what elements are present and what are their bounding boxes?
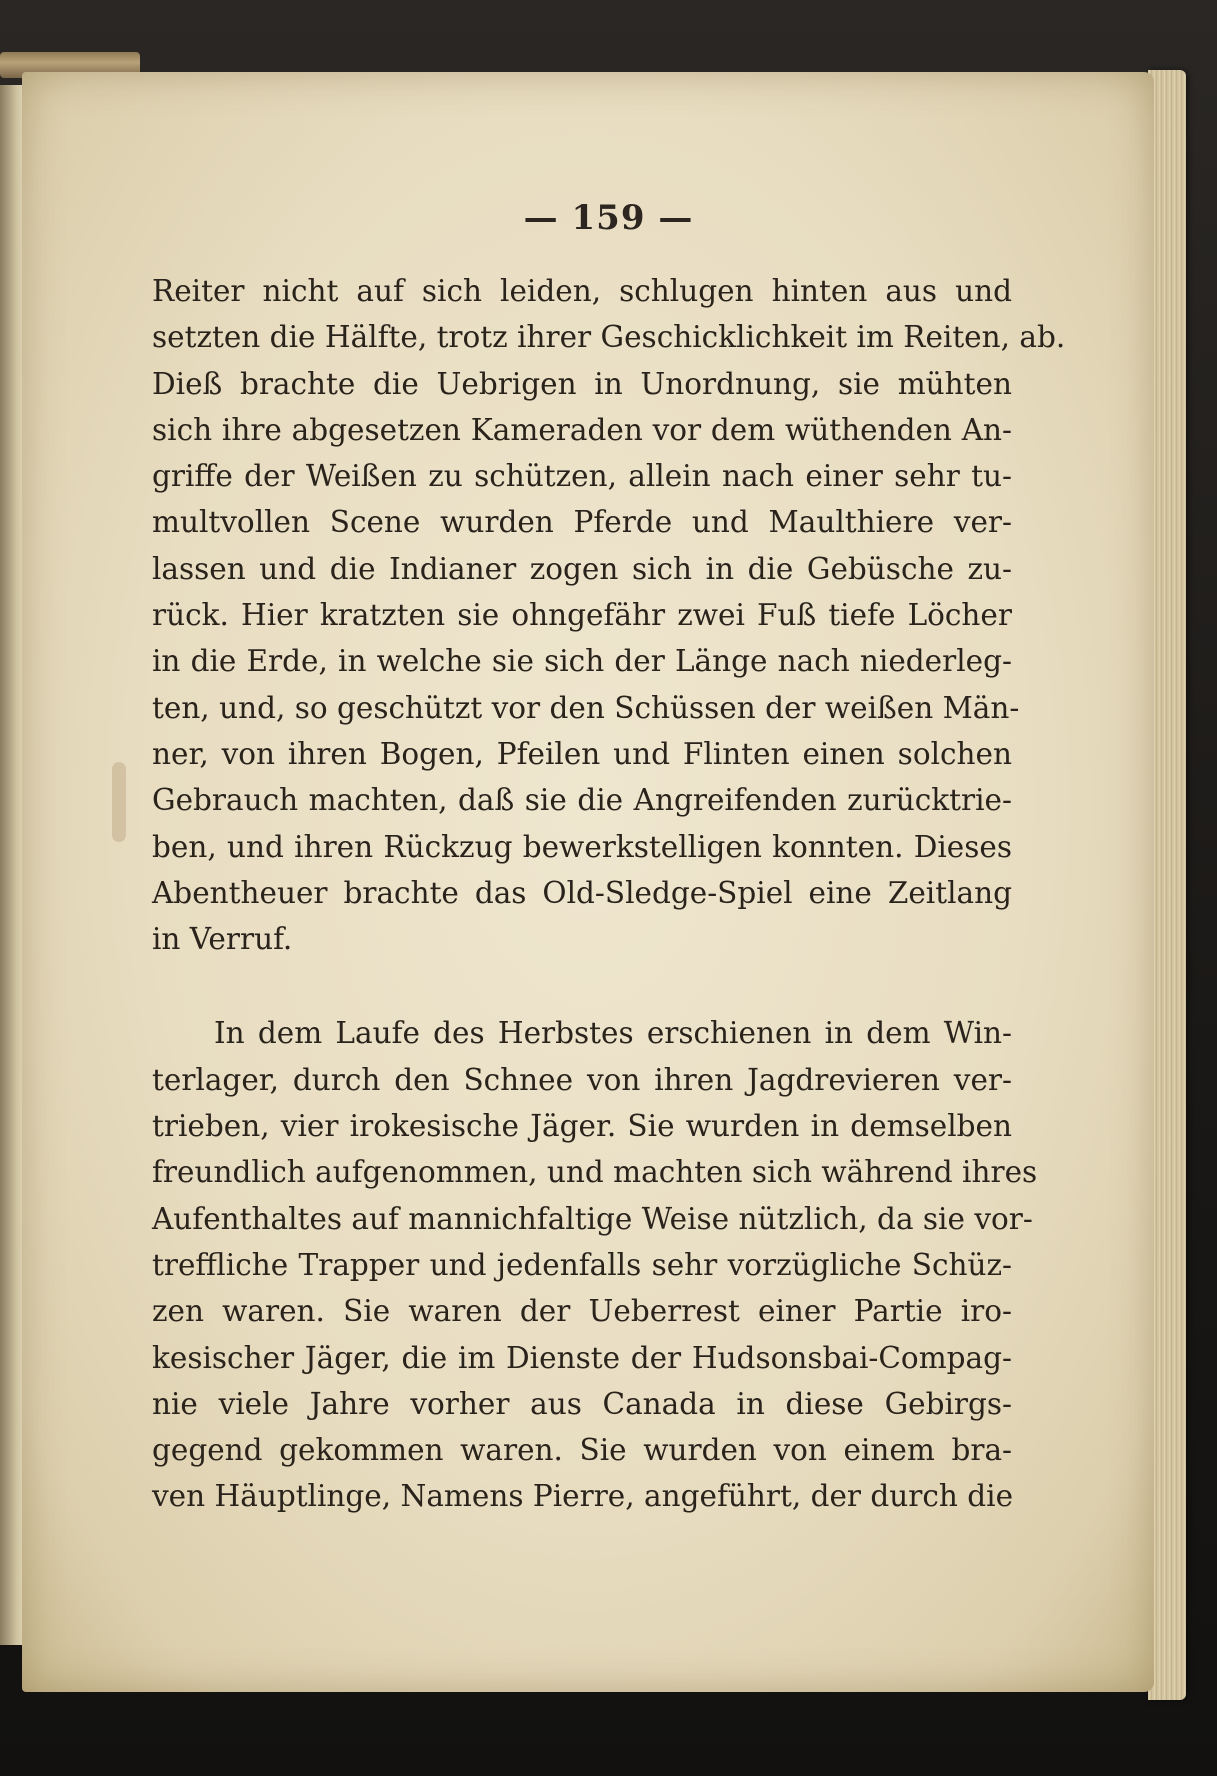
text-line: ben, und ihren Rückzug bewerkstelligen konnten. Dieses <box>152 829 1012 864</box>
text-line: kesischer Jäger, die im Dienste der Hudsonsbai-Compag- <box>152 1340 1012 1375</box>
text-line: Aufenthaltes auf mannichfaltige Weise nützlich, da sie vor- <box>152 1201 1033 1236</box>
text-line: zen waren. Sie waren der Ueberrest einer Partie iro- <box>152 1294 1012 1329</box>
text-line: trieben, vier irokesische Jäger. Sie wurden in demselben <box>152 1109 1012 1144</box>
text-line: setzten die Hälfte, trotz ihrer Geschicklichkeit im Reiten, ab. <box>152 320 1066 355</box>
paragraph-2 <box>152 1010 1038 1519</box>
paper-stain <box>112 762 126 842</box>
text-line: lassen und die Indianer zogen sich in die Gebüsche zu- <box>152 551 1012 586</box>
page-number: — 159 — <box>523 198 694 238</box>
text-line: Gebrauch machten, daß sie die Angreifenden zurücktrie- <box>152 783 1012 818</box>
text-line: griffe der Weißen zu schützen, allein nach einer sehr tu- <box>152 459 1012 494</box>
text-line: in die Erde, in welche sie sich der Länge nach niederleg- <box>152 644 1012 679</box>
text-line: in Verruf. <box>152 922 293 957</box>
text-line: rück. Hier kratzten sie ohngefähr zwei Fuß tiefe Löcher <box>152 598 1012 633</box>
page-text <box>152 268 1066 1520</box>
text-line: sich ihre abgesetzen Kameraden vor dem wüthenden An- <box>152 412 1012 447</box>
text-line: multvollen Scene wurden Pferde und Maulthiere ver- <box>152 505 1012 540</box>
text-line: Dieß brachte die Uebrigen in Unordnung, sie mühten <box>152 366 1012 401</box>
text-line: treffliche Trapper und jedenfalls sehr vorzügliche Schüz- <box>152 1247 1012 1282</box>
text-line: ner, von ihren Bogen, Pfeilen und Flinten einen solchen <box>152 736 1012 771</box>
text-line: gegend gekommen waren. Sie wurden von einem bra- <box>152 1433 1012 1468</box>
text-line: ten, und, so geschützt vor den Schüssen der weißen Män- <box>152 690 1020 725</box>
text-line: ven Häuptlinge, Namens Pierre, angeführt, der durch die <box>152 1479 1014 1514</box>
text-line: Abentheuer brachte das Old-Sledge-Spiel eine Zeitlang <box>152 875 1012 910</box>
text-line: freundlich aufgenommen, und machten sich während ihres <box>152 1155 1038 1190</box>
text-line: In dem Laufe des Herbstes erschienen in dem Win- <box>214 1016 1012 1051</box>
text-line: Reiter nicht auf sich leiden, schlugen hinten aus und <box>152 274 1012 308</box>
paragraph-1 <box>152 268 1066 962</box>
text-line: terlager, durch den Schnee von ihren Jagdrevieren ver- <box>152 1062 1012 1097</box>
text-line: nie viele Jahre vorher aus Canada in diese Gebirgs- <box>152 1386 1012 1421</box>
paragraph-gap <box>152 962 1012 1010</box>
